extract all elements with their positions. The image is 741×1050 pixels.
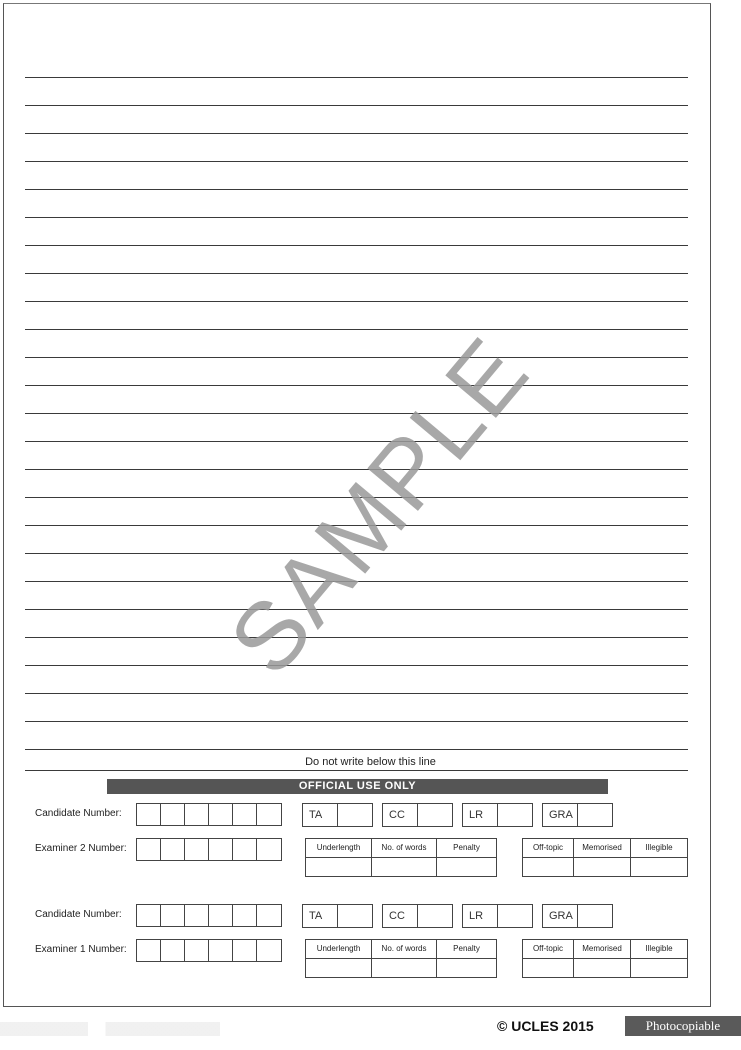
- no-of-words-header: No. of words: [372, 940, 437, 959]
- writing-line[interactable]: [25, 581, 688, 582]
- no-of-words-field[interactable]: [372, 959, 437, 977]
- penalty-header: Penalty: [437, 940, 496, 959]
- penalty-header: Penalty: [437, 839, 496, 858]
- digit-box[interactable]: [209, 940, 233, 961]
- writing-line[interactable]: [25, 525, 688, 526]
- no-of-words-header: No. of words: [372, 839, 437, 858]
- sample-watermark: SAMPLE: [209, 317, 550, 695]
- digit-box[interactable]: [161, 905, 185, 926]
- writing-line[interactable]: [25, 665, 688, 666]
- underlength-header: Underlength: [306, 940, 372, 959]
- writing-line[interactable]: [25, 357, 688, 358]
- penalty-field[interactable]: [437, 959, 496, 977]
- illegible-header: Illegible: [631, 940, 687, 959]
- score-cc[interactable]: CC: [382, 904, 453, 928]
- photocopiable-badge: Photocopiable: [625, 1016, 741, 1036]
- digit-box[interactable]: [185, 839, 209, 860]
- memorised-header: Memorised: [574, 839, 631, 858]
- digit-box[interactable]: [161, 940, 185, 961]
- digit-box[interactable]: [161, 839, 185, 860]
- length-penalty-grid-1: [305, 838, 497, 877]
- off-topic-field[interactable]: [523, 858, 574, 876]
- writing-line[interactable]: [25, 413, 688, 414]
- score-lr[interactable]: LR: [462, 904, 533, 928]
- writing-line[interactable]: [25, 609, 688, 610]
- writing-line[interactable]: [25, 301, 688, 302]
- writing-line[interactable]: [25, 217, 688, 218]
- writing-line[interactable]: [25, 133, 688, 134]
- score-cc[interactable]: CC: [382, 803, 453, 827]
- writing-line[interactable]: [25, 329, 688, 330]
- writing-line[interactable]: [25, 441, 688, 442]
- off-topic-header: Off-topic: [523, 839, 574, 858]
- underlength-field[interactable]: [306, 858, 372, 876]
- score-boxes-2: [302, 904, 622, 928]
- candidate-number-boxes-1[interactable]: [136, 803, 282, 826]
- copyright-text: © UCLES 2015: [497, 1018, 594, 1034]
- digit-box[interactable]: [209, 804, 233, 825]
- flags-grid-1: [522, 838, 688, 877]
- examiner-1-number-label: Examiner 1 Number:: [35, 944, 127, 955]
- official-use-banner: OFFICIAL USE ONLY: [107, 779, 608, 794]
- length-penalty-grid-2: [305, 939, 497, 978]
- writing-line[interactable]: [25, 497, 688, 498]
- underlength-field[interactable]: [306, 959, 372, 977]
- digit-box[interactable]: [233, 839, 257, 860]
- writing-line[interactable]: [25, 469, 688, 470]
- off-topic-field[interactable]: [523, 959, 574, 977]
- score-lr[interactable]: LR: [462, 803, 533, 827]
- illegible-field[interactable]: [631, 858, 687, 876]
- writing-line[interactable]: [25, 189, 688, 190]
- digit-box[interactable]: [209, 839, 233, 860]
- no-of-words-field[interactable]: [372, 858, 437, 876]
- cutoff-line: [25, 770, 688, 771]
- score-ta[interactable]: TA: [302, 904, 373, 928]
- underlength-header: Underlength: [306, 839, 372, 858]
- writing-line[interactable]: [25, 553, 688, 554]
- writing-line[interactable]: [25, 693, 688, 694]
- digit-box[interactable]: [185, 905, 209, 926]
- examiner-2-number-boxes[interactable]: [136, 838, 282, 861]
- faint-footer-text: [0, 1022, 220, 1036]
- score-boxes-1: [302, 803, 622, 827]
- memorised-field[interactable]: [574, 959, 631, 977]
- writing-line[interactable]: [25, 385, 688, 386]
- digit-box[interactable]: [257, 804, 281, 825]
- memorised-field[interactable]: [574, 858, 631, 876]
- score-gra[interactable]: GRA: [542, 904, 613, 928]
- memorised-header: Memorised: [574, 940, 631, 959]
- writing-line[interactable]: [25, 749, 688, 750]
- digit-box[interactable]: [137, 839, 161, 860]
- candidate-number-boxes-2[interactable]: [136, 904, 282, 927]
- score-gra[interactable]: GRA: [542, 803, 613, 827]
- digit-box[interactable]: [257, 905, 281, 926]
- digit-box[interactable]: [137, 905, 161, 926]
- examiner-2-number-label: Examiner 2 Number:: [35, 843, 127, 854]
- digit-box[interactable]: [233, 940, 257, 961]
- digit-box[interactable]: [161, 804, 185, 825]
- writing-line[interactable]: [25, 77, 688, 78]
- writing-line[interactable]: [25, 105, 688, 106]
- writing-line[interactable]: [25, 245, 688, 246]
- illegible-field[interactable]: [631, 959, 687, 977]
- flags-grid-2: [522, 939, 688, 978]
- writing-line[interactable]: [25, 273, 688, 274]
- digit-box[interactable]: [185, 940, 209, 961]
- writing-line[interactable]: [25, 721, 688, 722]
- penalty-field[interactable]: [437, 858, 496, 876]
- illegible-header: Illegible: [631, 839, 687, 858]
- digit-box[interactable]: [233, 905, 257, 926]
- digit-box[interactable]: [137, 940, 161, 961]
- candidate-number-label-1: Candidate Number:: [35, 808, 122, 819]
- writing-line[interactable]: [25, 637, 688, 638]
- do-not-write-notice: Do not write below this line: [305, 756, 436, 768]
- examiner-1-number-boxes[interactable]: [136, 939, 282, 962]
- off-topic-header: Off-topic: [523, 940, 574, 959]
- writing-line[interactable]: [25, 161, 688, 162]
- digit-box[interactable]: [209, 905, 233, 926]
- digit-box[interactable]: [233, 804, 257, 825]
- digit-box[interactable]: [137, 804, 161, 825]
- digit-box[interactable]: [185, 804, 209, 825]
- digit-box[interactable]: [257, 839, 281, 860]
- candidate-number-label-2: Candidate Number:: [35, 909, 122, 920]
- score-ta[interactable]: TA: [302, 803, 373, 827]
- digit-box[interactable]: [257, 940, 281, 961]
